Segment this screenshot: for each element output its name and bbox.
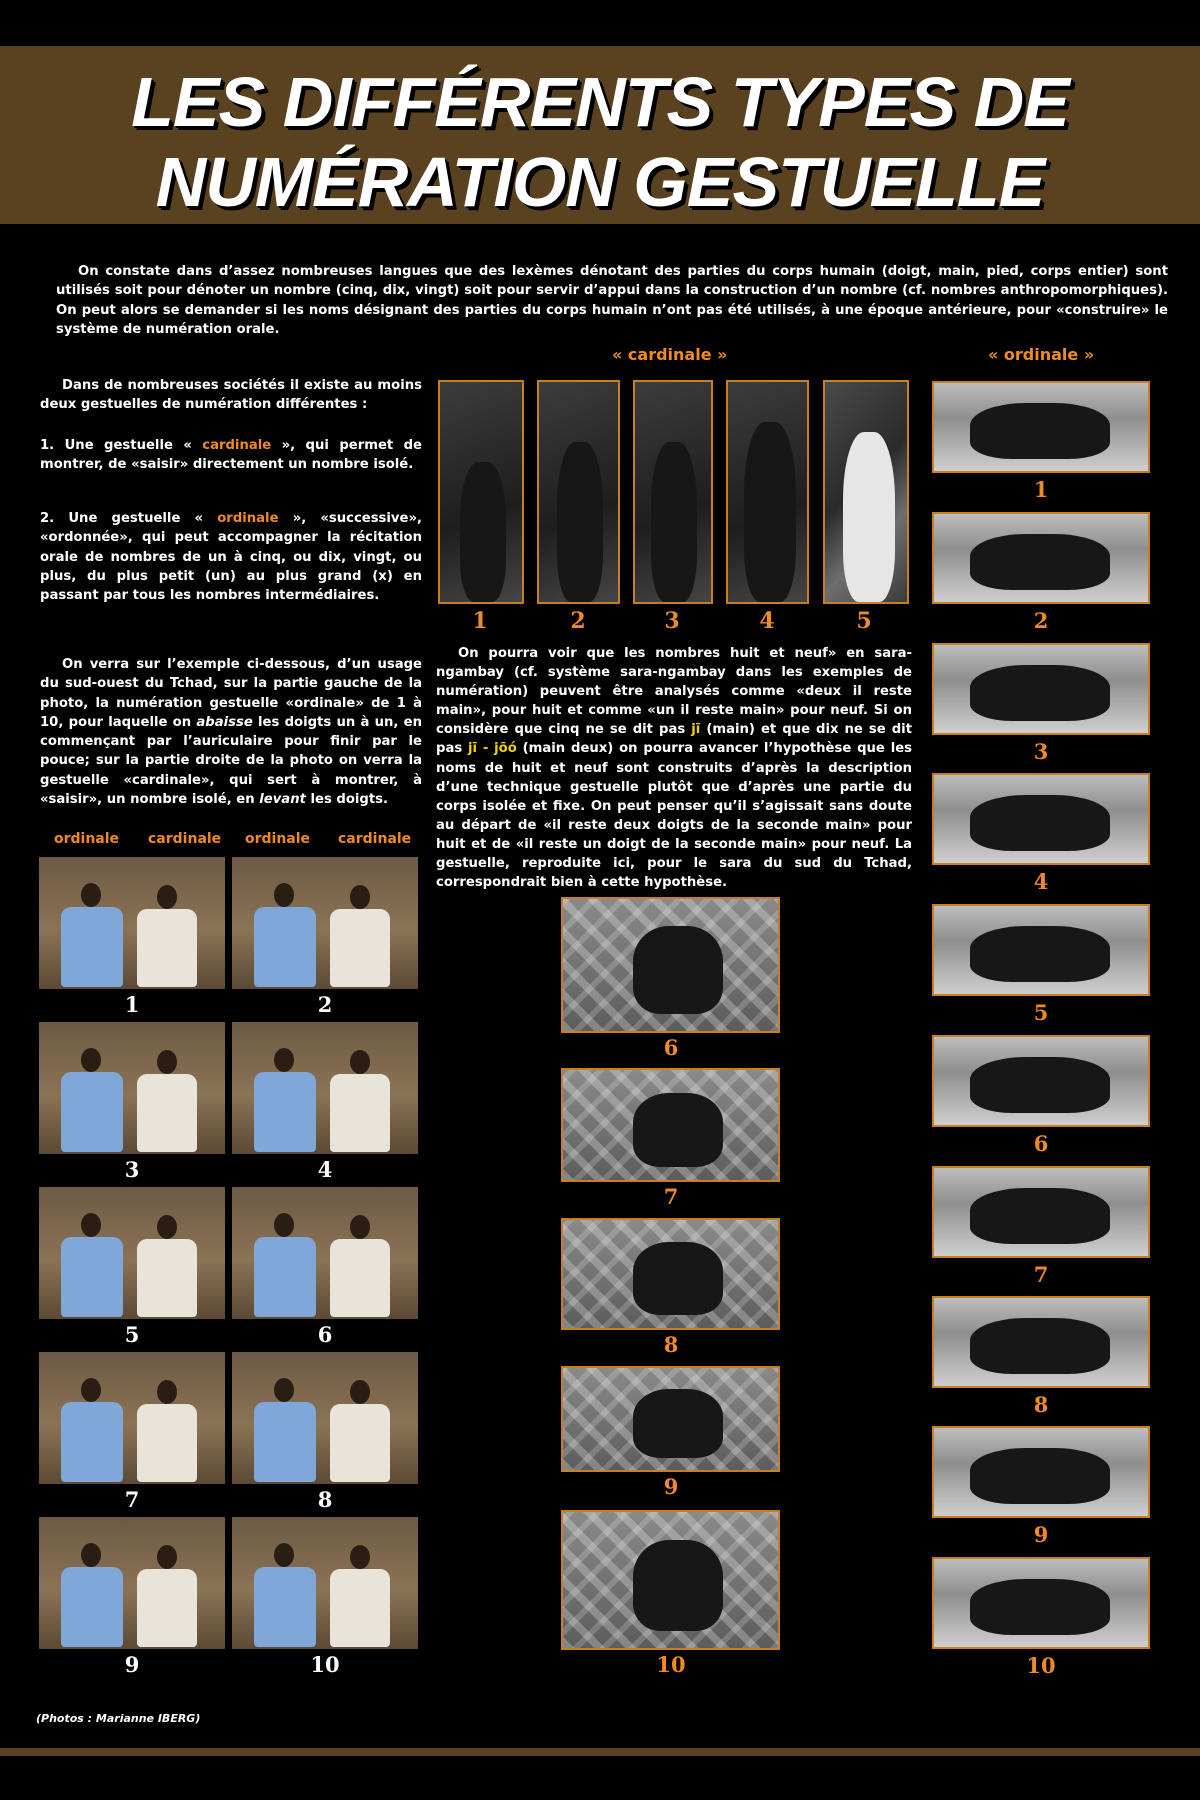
hand-shape <box>970 926 1110 982</box>
ordinal-photo-6 <box>932 1035 1150 1127</box>
person-right-head <box>157 1380 177 1404</box>
cardinal-photo-2 <box>537 380 620 604</box>
person-right <box>330 1239 390 1317</box>
color-number-7: 7 <box>124 1487 140 1512</box>
person-right <box>137 1239 197 1317</box>
ordinal-number-7: 7 <box>1033 1262 1049 1287</box>
hand-shape <box>460 462 506 602</box>
person-right-head <box>157 1545 177 1569</box>
person-left-head <box>81 883 101 907</box>
middle-paragraph <box>436 644 912 892</box>
person-right <box>330 1074 390 1152</box>
hand-shape <box>970 795 1110 851</box>
person-left-head <box>81 1378 101 1402</box>
color-header-ordinale-2: ordinale <box>245 831 311 847</box>
hand-shape <box>970 1188 1110 1244</box>
person-right-head <box>350 885 370 909</box>
color-number-10: 10 <box>310 1652 340 1677</box>
color-photo-7 <box>39 1352 225 1484</box>
hand-shape <box>970 403 1110 459</box>
color-header-cardinale-1: cardinale <box>148 831 222 847</box>
person-left-head <box>81 1213 101 1237</box>
person-right-head <box>157 1215 177 1239</box>
person-left-head <box>274 1213 294 1237</box>
ordinal-number-8: 8 <box>1033 1392 1049 1417</box>
word-ji-joo: jī - jōó <box>468 741 517 757</box>
person-right <box>330 1569 390 1647</box>
person-right <box>137 1074 197 1152</box>
color-number-6: 6 <box>317 1322 333 1347</box>
hand-shape <box>843 432 895 602</box>
color-photo-1 <box>39 857 225 989</box>
hand-shape <box>633 1093 723 1167</box>
intro-paragraph: On constate dans d’assez nombreuses langues que des lexèmes dénotant des parties du corps humain (doigt, main, pied, corps entier) sont utilisés soit pour dénoter un nombre (cinq, dix, vingt) soit pour servir d’appui dans la construction d’un nombre (cf. nombres anthropomorphiques). On peut alors se demander si les noms désignant des parties du corps humain n’ont pas été utilisés, à une époque antérieure, pour «construire» le système de numération orale. <box>56 264 1168 337</box>
person-right <box>330 1404 390 1482</box>
hand-shape <box>970 1057 1110 1113</box>
middle-photo-8 <box>561 1218 780 1330</box>
cardinal-header: « cardinale » <box>612 345 728 364</box>
p2-a: 1. Une gestuelle « <box>40 438 203 453</box>
p4-c: les doigts. <box>305 792 389 808</box>
person-left <box>61 1402 123 1482</box>
person-left <box>254 1567 316 1647</box>
middle-photo-6 <box>561 897 780 1033</box>
left-paragraph-3 <box>40 509 422 605</box>
person-right <box>137 909 197 987</box>
person-right-head <box>350 1050 370 1074</box>
left-paragraph-1: Dans de nombreuses sociétés il existe au moins deux gestuelles de numération différentes : <box>40 378 422 413</box>
ordinal-photo-7 <box>932 1166 1150 1258</box>
color-number-4: 4 <box>317 1157 333 1182</box>
color-photo-3 <box>39 1022 225 1154</box>
person-left <box>254 907 316 987</box>
color-number-2: 2 <box>317 992 333 1017</box>
p4-italic-1: abaisse <box>196 714 253 730</box>
hand-shape <box>651 442 697 602</box>
mid-b: (main) et que dix ne se dit pas <box>436 722 913 757</box>
color-photo-6 <box>232 1187 418 1319</box>
ordinal-number-6: 6 <box>1033 1131 1049 1156</box>
ordinal-photo-8 <box>932 1296 1150 1388</box>
middle-number-8: 8 <box>663 1332 679 1357</box>
person-right-head <box>350 1380 370 1404</box>
color-photo-2 <box>232 857 418 989</box>
color-number-8: 8 <box>317 1487 333 1512</box>
bottom-bar <box>0 1748 1200 1756</box>
middle-number-6: 6 <box>663 1035 679 1060</box>
word-ji: jī <box>691 722 701 738</box>
title-line-1: LES DIFFÉRENTS TYPES DE <box>131 63 1069 141</box>
hand-shape <box>744 422 796 602</box>
p4-b: les doigts un à un, en commençant par l’auriculaire pour finir par le pouce; sur la partie droite de la photo on verra la gestuelle «cardinale», qui sert à montrer, à «saisir», un nombre isolé, en <box>40 714 422 808</box>
person-left-head <box>274 883 294 907</box>
person-left-head <box>81 1543 101 1567</box>
hand-shape <box>633 1389 723 1458</box>
person-left <box>254 1072 316 1152</box>
ordinal-photo-10 <box>932 1557 1150 1649</box>
page-title <box>0 62 1200 222</box>
cardinal-number-2: 2 <box>570 608 586 634</box>
hand-shape <box>970 665 1110 721</box>
person-right <box>137 1569 197 1647</box>
person-left-head <box>274 1378 294 1402</box>
ordinal-photo-3 <box>932 643 1150 735</box>
person-right-head <box>157 1050 177 1074</box>
cardinal-number-1: 1 <box>472 608 488 634</box>
person-left <box>61 1072 123 1152</box>
middle-number-9: 9 <box>663 1474 679 1499</box>
middle-number-7: 7 <box>663 1184 679 1209</box>
p4-a: On verra sur l’exemple ci-dessous, d’un usage du sud-ouest du Tchad, sur la partie gauche de la photo, la numération gestuelle «ordinale» de 1 à 10, pour laquelle on <box>40 657 422 730</box>
mid-c: (main deux) on pourra avancer l’hypothèse que les noms de huit et neuf sont construits d’après la description d’une technique gestuelle plutôt que d’après une partie du corps isolée et fixe. On peut penser qu’il s’agissait sans doute au départ de «il reste deux doigts de la seconde main» pour huit et de «il reste un doigt de la seconde main» pour neuf. La gestuelle, reproduite ici, pour le sara du sud du Tchad, correspondrait bien à cette hypothèse. <box>436 741 913 891</box>
color-number-3: 3 <box>124 1157 140 1182</box>
middle-photo-9 <box>561 1366 780 1472</box>
person-left <box>61 907 123 987</box>
left-paragraph-4 <box>40 655 422 809</box>
person-left-head <box>81 1048 101 1072</box>
ordinal-photo-5 <box>932 904 1150 996</box>
person-right <box>330 909 390 987</box>
cardinal-photo-3 <box>633 380 713 604</box>
hand-shape <box>633 926 723 1014</box>
ordinal-number-10: 10 <box>1026 1653 1056 1678</box>
hand-shape <box>633 1242 723 1315</box>
p3-b: », «successive», «ordonnée», qui peut accompagner la récitation orale de nombres de un à cinq, ou dix, vingt, ou plus, du plus petit (un) au plus grand (x) en passant par tous les nombres intermédiaires. <box>40 511 423 604</box>
ordinal-photo-2 <box>932 512 1150 604</box>
person-right-head <box>350 1545 370 1569</box>
cardinal-number-5: 5 <box>856 608 872 634</box>
hand-shape <box>970 1448 1110 1504</box>
ordinal-header: « ordinale » <box>988 345 1095 364</box>
ordinal-number-1: 1 <box>1033 477 1049 502</box>
p2-highlight: cardinale <box>202 438 272 453</box>
ordinal-number-3: 3 <box>1033 739 1049 764</box>
color-photo-8 <box>232 1352 418 1484</box>
hand-shape <box>557 442 603 602</box>
cardinal-number-3: 3 <box>664 608 680 634</box>
color-photo-4 <box>232 1022 418 1154</box>
mid-a: On pourra voir que les nombres huit et neuf» en sara-ngambay (cf. système sara-ngambay dans les exemples de numération) peuvent être analysés comme «deux il reste main», pour huit et comme «un il reste main» pour neuf. Si on considère que cinq ne se dit pas <box>436 646 912 738</box>
person-right-head <box>157 885 177 909</box>
p4-italic-2: levant <box>259 792 306 808</box>
cardinal-photo-5 <box>823 380 909 604</box>
color-header-cardinale-2: cardinale <box>338 831 412 847</box>
ordinal-number-2: 2 <box>1033 608 1049 633</box>
ordinal-number-5: 5 <box>1033 1000 1049 1025</box>
person-left-head <box>274 1543 294 1567</box>
p3-highlight: ordinale <box>217 511 279 526</box>
color-number-9: 9 <box>124 1652 140 1677</box>
color-photo-10 <box>232 1517 418 1649</box>
ordinal-number-9: 9 <box>1033 1522 1049 1547</box>
person-left <box>61 1567 123 1647</box>
color-photo-5 <box>39 1187 225 1319</box>
middle-number-10: 10 <box>656 1652 686 1677</box>
title-line-2: NUMÉRATION GESTUELLE <box>155 143 1045 221</box>
color-photo-9 <box>39 1517 225 1649</box>
hand-shape <box>970 1318 1110 1374</box>
person-left <box>254 1237 316 1317</box>
hand-shape <box>970 1579 1110 1635</box>
hand-shape <box>633 1540 723 1631</box>
person-right-head <box>350 1215 370 1239</box>
p2-b: », qui permet de montrer, de «saisir» directement un nombre isolé. <box>40 438 422 473</box>
ordinal-number-4: 4 <box>1033 869 1049 894</box>
color-number-1: 1 <box>124 992 140 1017</box>
cardinal-photo-4 <box>726 380 809 604</box>
person-left <box>61 1237 123 1317</box>
cardinal-photo-1 <box>438 380 524 604</box>
photo-credit: (Photos : Marianne IBERG) <box>36 1712 201 1725</box>
middle-photo-7 <box>561 1068 780 1182</box>
color-header-ordinale-1: ordinale <box>54 831 120 847</box>
ordinal-photo-9 <box>932 1426 1150 1518</box>
ordinal-photo-4 <box>932 773 1150 865</box>
person-right <box>137 1404 197 1482</box>
color-number-5: 5 <box>124 1322 140 1347</box>
p3-a: 2. Une gestuelle « <box>40 511 218 526</box>
left-paragraph-2 <box>40 436 422 475</box>
person-left <box>254 1402 316 1482</box>
person-left-head <box>274 1048 294 1072</box>
middle-photo-10 <box>561 1510 780 1650</box>
ordinal-photo-1 <box>932 381 1150 473</box>
hand-shape <box>970 534 1110 590</box>
cardinal-number-4: 4 <box>759 608 775 634</box>
